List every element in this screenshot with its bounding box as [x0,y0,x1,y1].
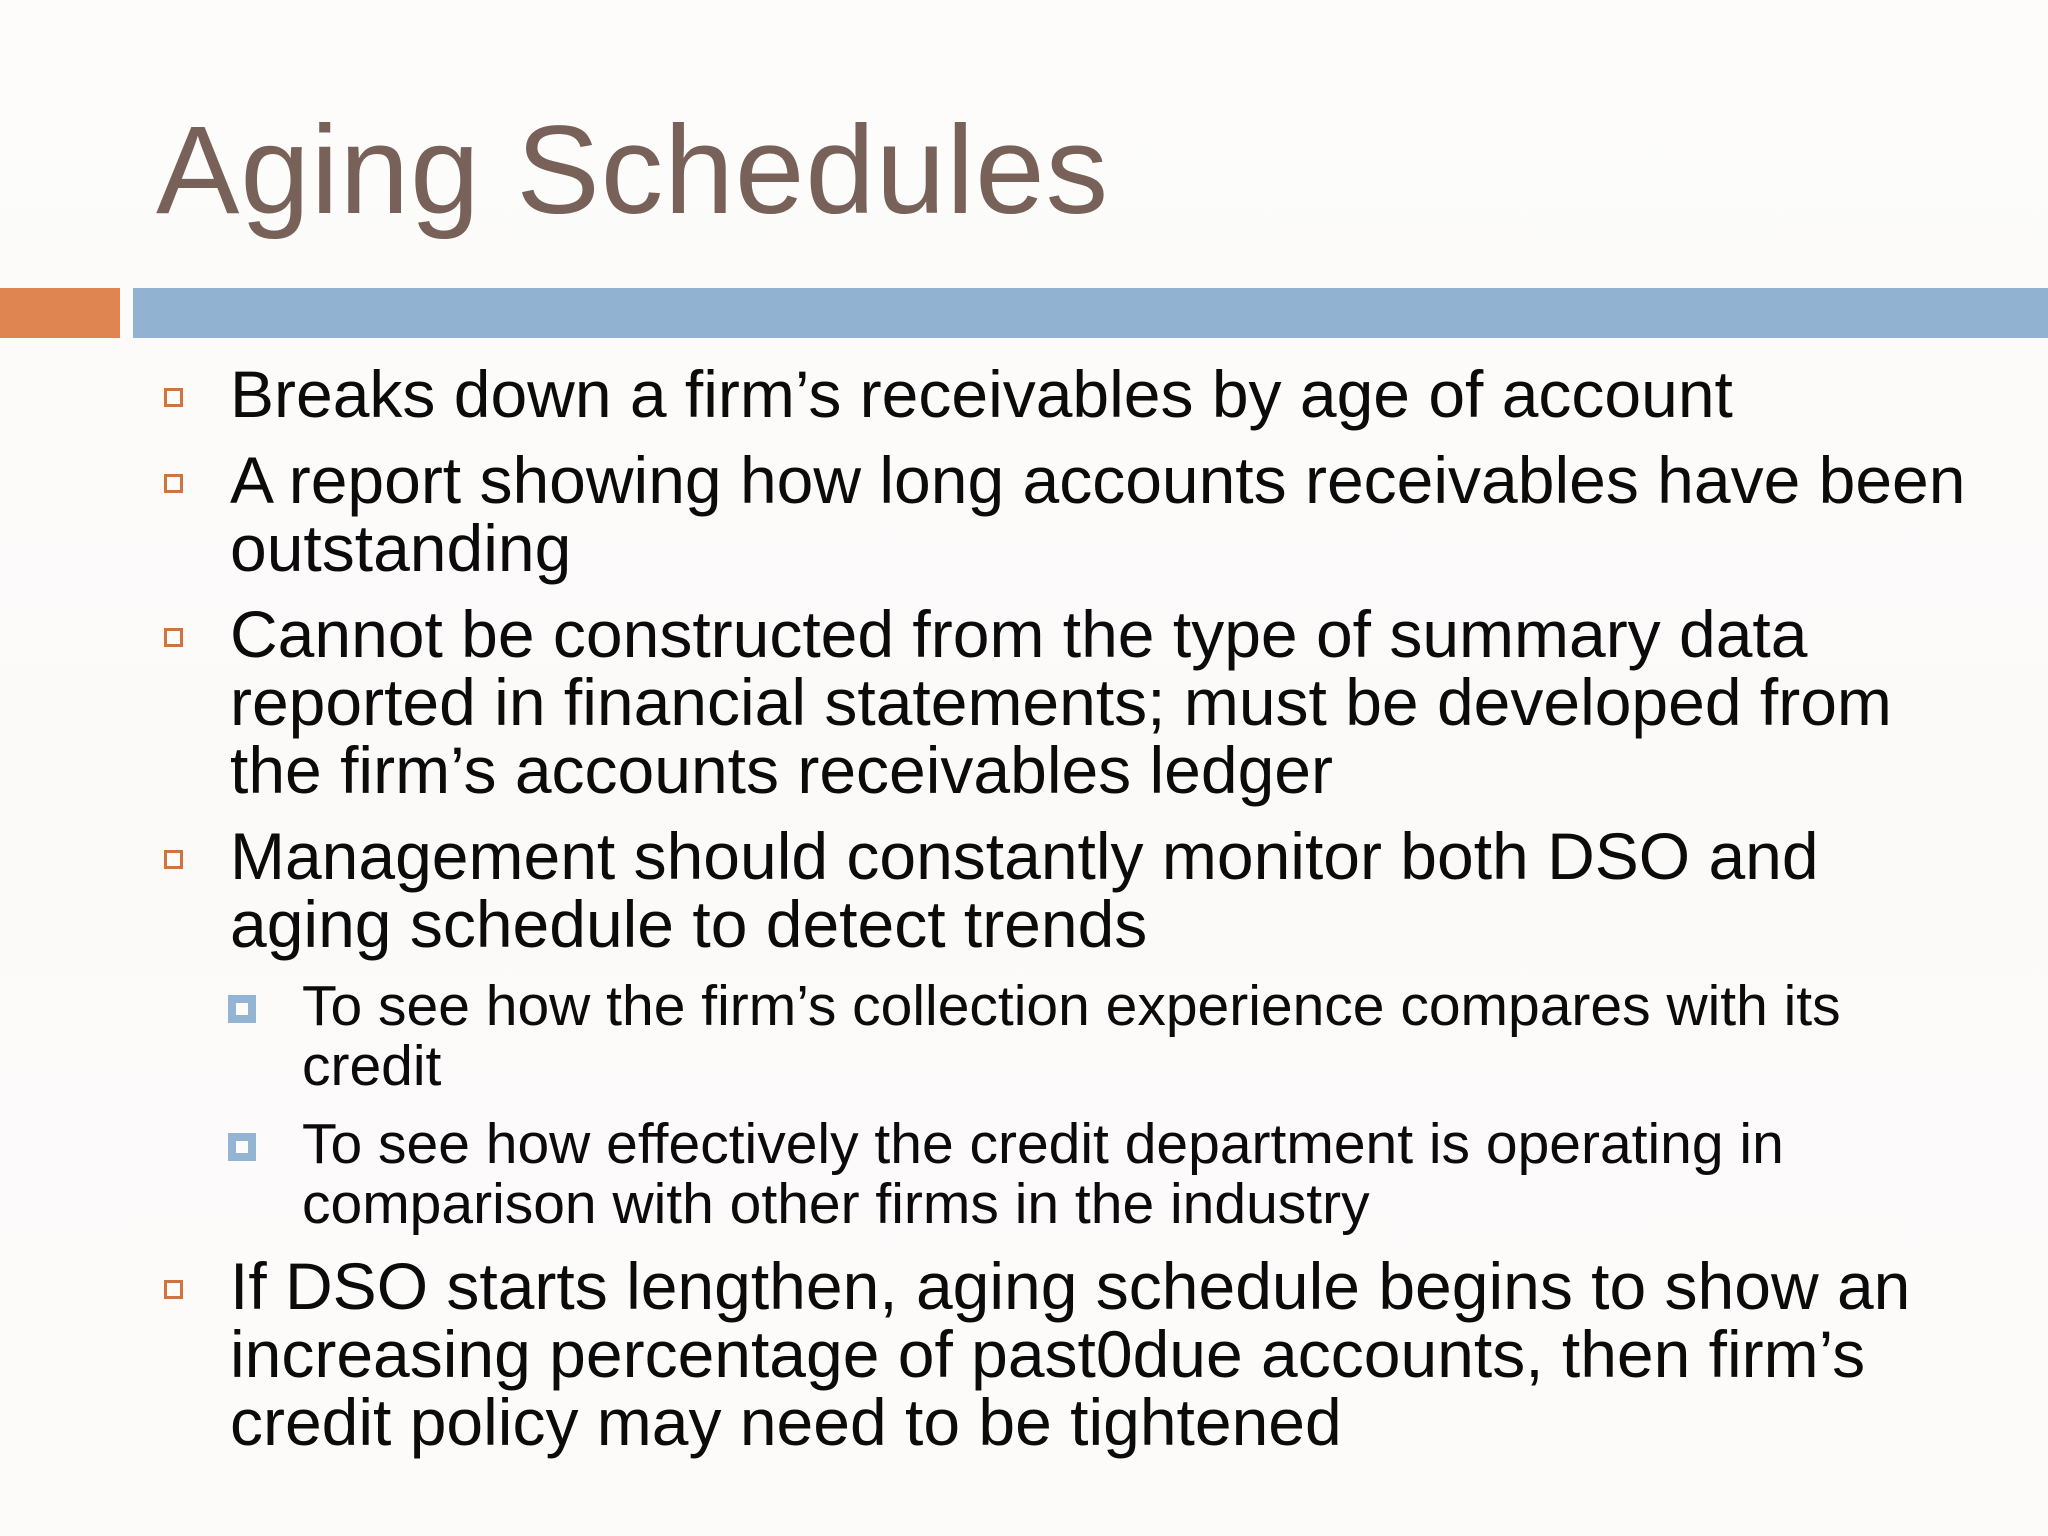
bullet-text: A report showing how long accounts receivables have been outstanding [230,443,1966,585]
bullet-list [160,357,1970,1474]
sub-bullet-text: To see how effectively the credit department is operating in comparison with other firms in the industry [302,1112,1784,1236]
sub-square-bullet-icon [228,995,256,1023]
bullet-item [160,357,1970,431]
bullet-text: Cannot be constructed from the type of summary data reported in financial statements; must be developed from the firm’s accounts receivables ledger [230,597,1892,807]
sub-square-bullet-icon [228,1133,256,1161]
bullet-item [160,443,1970,585]
square-bullet-icon [164,388,183,407]
square-bullet-icon [164,850,183,869]
bullet-text: Management should constantly monitor both DSO and aging schedule to detect trends [230,819,1819,961]
bullet-item [160,819,1970,961]
bullet-item [160,1249,1970,1459]
sub-bullet-item [230,976,1970,1096]
bullet-item [160,597,1970,807]
sub-bullet-text: To see how the firm’s collection experience compares with its credit [302,974,1841,1098]
bullet-text: If DSO starts lengthen, aging schedule begins to show an increasing percentage of past0due accounts, then firm’s credit policy may need to be tightened [230,1249,1911,1459]
square-bullet-icon [164,628,183,647]
square-bullet-icon [164,474,183,493]
bullet-text: Breaks down a firm’s receivables by age of account [230,357,1733,431]
title-divider-bar [133,288,2048,338]
accent-bar [0,288,120,338]
sub-bullet-item [230,1114,1970,1234]
square-bullet-icon [164,1280,183,1299]
slide-title: Aging Schedules [156,101,1110,240]
